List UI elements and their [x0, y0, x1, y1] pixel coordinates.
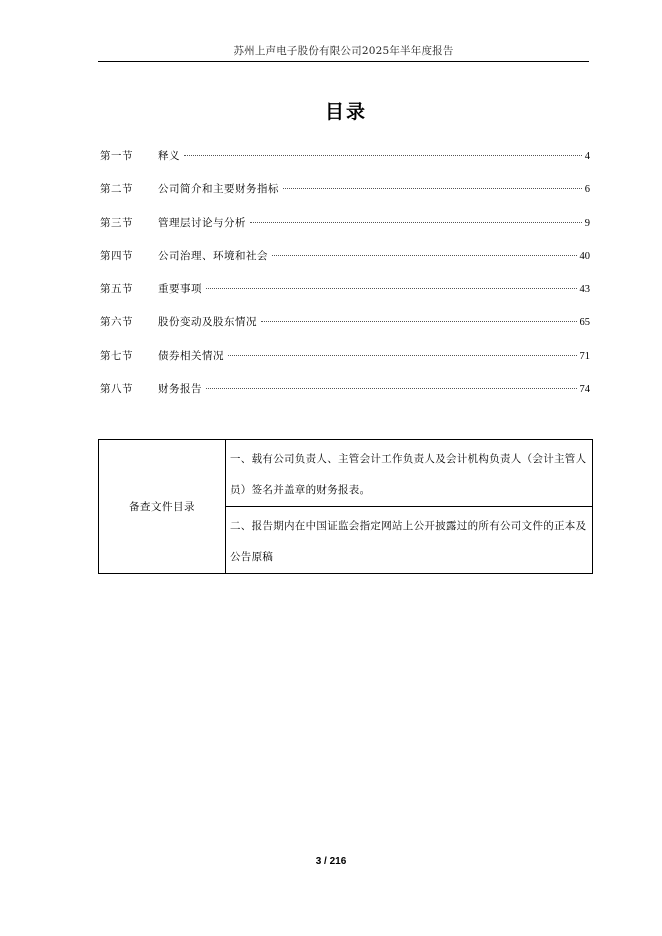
toc-dot-leader [261, 321, 577, 322]
toc-section-title: 管理层讨论与分析 [158, 216, 246, 229]
toc-dot-leader [206, 388, 577, 389]
toc-dot-leader [250, 222, 582, 223]
page-indicator: 3 / 216 [315, 856, 347, 867]
toc-section-title: 财务报告 [158, 383, 202, 396]
toc-dot-leader [228, 355, 577, 356]
toc-section-number: 第一节 [100, 150, 133, 162]
toc-entry[interactable] [100, 248, 590, 281]
toc-section-title: 公司简介和主要财务指标 [158, 183, 279, 196]
toc-section-number: 第二节 [100, 183, 133, 196]
toc-page-number: 74 [579, 384, 590, 396]
toc-section-title: 重要事项 [158, 283, 202, 296]
reference-documents-table [98, 439, 593, 574]
toc-section-number: 第六节 [100, 316, 133, 329]
toc-section-number: 第四节 [100, 249, 133, 262]
toc-page-number: 71 [579, 350, 590, 362]
toc-section-title: 债券相关情况 [158, 349, 224, 362]
toc-dot-leader [206, 288, 577, 289]
running-header: 苏州上声电子股份有限公司2025年半年度报告 [233, 45, 454, 57]
toc-section-number: 第八节 [100, 383, 133, 396]
reference-document-item: 二、报告期内在中国证监会指定网站上公开披露过的所有公司文件的正本及公告原稿 [226, 507, 593, 574]
toc-page-number: 65 [579, 317, 590, 329]
toc-entry[interactable] [100, 348, 590, 381]
toc-title: 目录 [324, 101, 367, 123]
reference-document-item: 一、载有公司负责人、主管会计工作负责人及会计机构负责人（会计主管人员）签名并盖章的财务报表。 [226, 440, 593, 507]
header-divider [98, 61, 589, 62]
toc-section-title: 释义 [158, 150, 180, 162]
toc-entry[interactable] [100, 281, 590, 314]
toc-dot-leader [184, 155, 582, 156]
reference-documents-label: 备查文件目录 [99, 440, 226, 574]
table-row [99, 440, 593, 507]
toc-page-number: 40 [579, 250, 590, 262]
toc-entry[interactable] [100, 148, 590, 181]
toc-page-number: 6 [584, 184, 590, 196]
toc-dot-leader [272, 255, 577, 256]
toc-page-number: 9 [584, 217, 590, 229]
toc-entry[interactable] [100, 314, 590, 347]
toc-section-number: 第七节 [100, 349, 133, 362]
toc-page-number: 43 [579, 284, 590, 296]
toc-section-number: 第三节 [100, 216, 133, 229]
toc-section-title: 公司治理、环境和社会 [158, 249, 268, 262]
toc-entry[interactable] [100, 215, 590, 248]
toc-entry[interactable] [100, 181, 590, 214]
toc-list [100, 148, 590, 414]
toc-section-number: 第五节 [100, 283, 133, 296]
toc-page-number: 4 [584, 151, 590, 162]
toc-section-title: 股份变动及股东情况 [158, 316, 257, 329]
toc-entry[interactable] [100, 381, 590, 414]
toc-dot-leader [283, 188, 582, 189]
